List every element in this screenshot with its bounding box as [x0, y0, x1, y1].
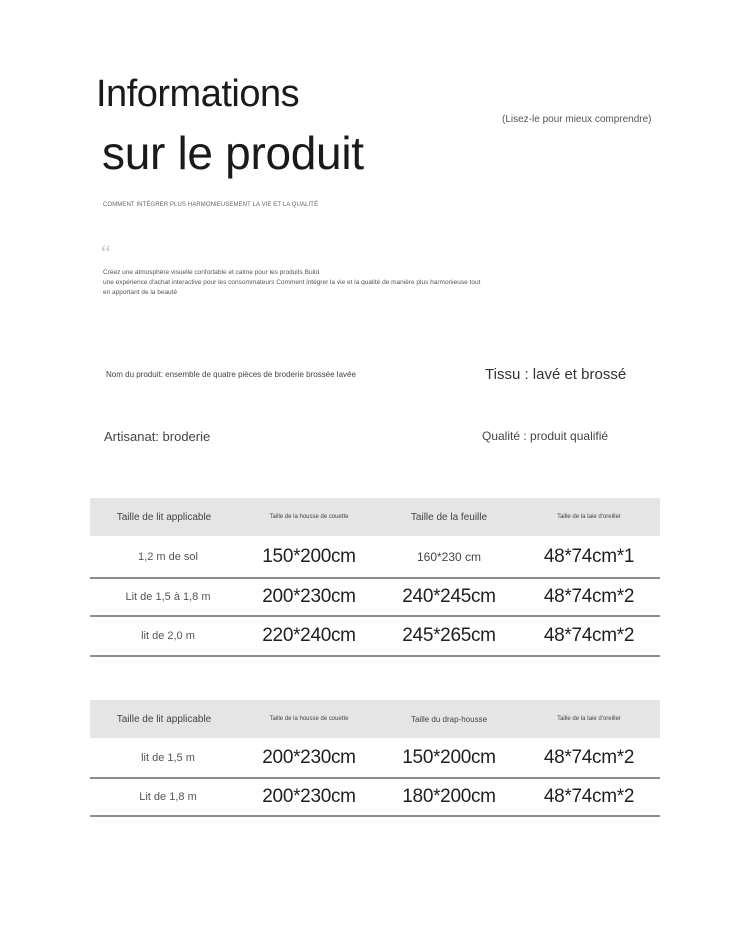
table-row — [90, 778, 660, 816]
duvet-size-cell: 150*200cm — [238, 536, 380, 578]
sheet-size-cell: 160*230 cm — [380, 536, 518, 578]
fabric-info: Tissu : lavé et brossé — [485, 366, 627, 383]
page-title-line2: sur le produit — [102, 127, 364, 179]
bed-size-cell: lit de 2,0 m — [90, 616, 238, 656]
table-row — [90, 578, 660, 616]
header-sheet-size: Taille de la feuille — [380, 498, 518, 536]
header-bed-size: Taille de lit applicable — [90, 498, 238, 536]
pillowcase-size-cell: 48*74cm*1 — [518, 536, 660, 578]
duvet-size-cell: 200*230cm — [238, 738, 380, 778]
duvet-size-cell: 200*230cm — [238, 578, 380, 616]
description-line: Créez une atmosphère visuelle confortable et calme pour les produits Build — [103, 269, 320, 276]
table-row — [90, 536, 660, 578]
duvet-size-cell: 200*230cm — [238, 778, 380, 816]
reading-hint: (Lisez-le pour mieux comprendre) — [502, 114, 652, 125]
pillowcase-size-cell: 48*74cm*2 — [518, 616, 660, 656]
pillowcase-size-cell: 48*74cm*2 — [518, 778, 660, 816]
bed-size-cell: Lit de 1,8 m — [90, 778, 238, 816]
bed-size-cell: lit de 1,5 m — [90, 738, 238, 778]
fitted-sheet-size-cell: 150*200cm — [380, 738, 518, 778]
header-duvet-size: Taille de la housse de couette — [238, 700, 380, 738]
header-pillowcase-size: Taille de la taie d'oreiller — [518, 700, 660, 738]
subheading: COMMENT INTÉGRER PLUS HARMONIEUSEMENT LA VIE ET LA QUALITÉ — [103, 202, 319, 208]
description-line: en apportant de la beauté — [103, 289, 178, 296]
pillowcase-size-cell: 48*74cm*2 — [518, 738, 660, 778]
sheet-size-cell: 245*265cm — [380, 616, 518, 656]
sheet-size-cell: 240*245cm — [380, 578, 518, 616]
page-title-line1: Informations — [96, 73, 300, 115]
size-table-fitted — [90, 700, 660, 817]
craft-info: Artisanat: broderie — [104, 429, 211, 444]
table-row — [90, 738, 660, 778]
description-line: une expérience d'achat interactive pour les consommateurs Comment intégrer la vie et la qualité de manière plus harmonieuse tout — [103, 279, 481, 286]
duvet-size-cell: 220*240cm — [238, 616, 380, 656]
pillowcase-size-cell: 48*74cm*2 — [518, 578, 660, 616]
header-fitted-sheet-size: Taille du drap-housse — [380, 700, 518, 738]
table-header-row — [90, 498, 660, 536]
quote-mark-icon: “ — [101, 240, 111, 265]
header-pillowcase-size: Taille de la taie d'oreiller — [518, 498, 660, 536]
table-row — [90, 616, 660, 656]
size-table-sheet — [90, 498, 660, 657]
quality-info: Qualité : produit qualifié — [482, 429, 609, 443]
bed-size-cell: 1,2 m de sol — [90, 536, 238, 578]
header-bed-size: Taille de lit applicable — [90, 700, 238, 738]
table-header-row — [90, 700, 660, 738]
header-duvet-size: Taille de la housse de couette — [238, 498, 380, 536]
product-name: Nom du produit: ensemble de quatre pièces de broderie brossée lavée — [106, 370, 356, 379]
fitted-sheet-size-cell: 180*200cm — [380, 778, 518, 816]
description — [103, 268, 480, 298]
bed-size-cell: Lit de 1,5 à 1,8 m — [90, 578, 238, 616]
